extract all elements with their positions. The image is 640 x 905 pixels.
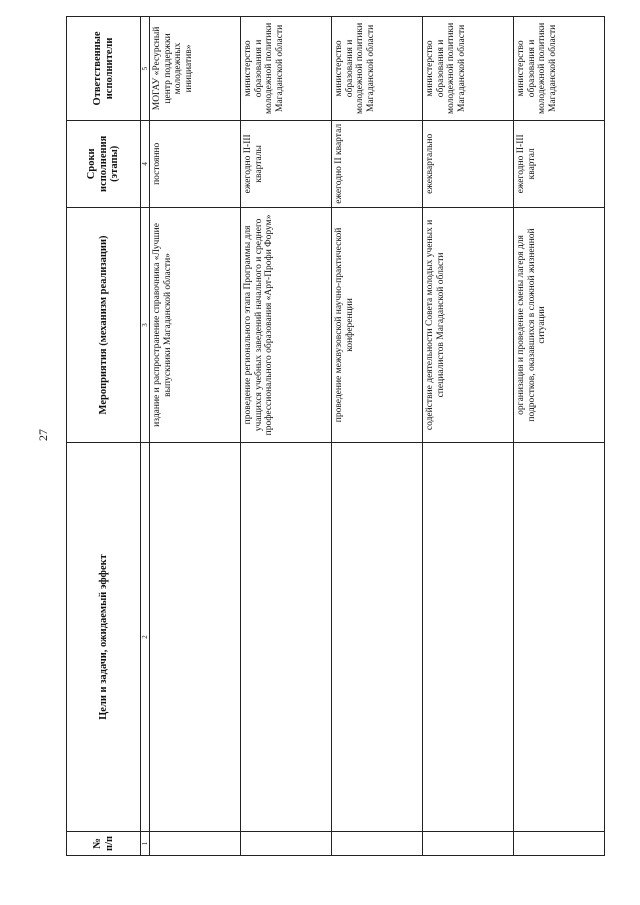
row-num-cell [150, 831, 241, 855]
column-number: 5 [141, 17, 150, 121]
goals-cell [241, 443, 332, 832]
row-num-cell [423, 831, 514, 855]
responsible-cell: министерство образования и молодежной политики Магаданской области [241, 17, 332, 121]
term-cell: ежеквартально [423, 120, 514, 207]
header-goals: Цели и задачи, ожидаемый эффект [67, 443, 141, 832]
column-number: 2 [141, 443, 150, 832]
table-row [514, 17, 605, 856]
table-row [332, 17, 423, 856]
responsible-cell: министерство образования и молодежной политики Магаданской области [514, 17, 605, 121]
term-cell: ежегодно II квартал [332, 120, 423, 207]
header-num: № п/п [67, 831, 141, 855]
measure-cell: проведение регионального этапа Программы для учащихся учебных заведений начального и среднего профессионального образования «Арт-Профи Форум» [241, 207, 332, 442]
header-terms: Сроки исполнения (этапы) [67, 120, 141, 207]
term-cell: ежегодно II-III кварталы [241, 120, 332, 207]
row-num-cell [332, 831, 423, 855]
responsible-cell: министерство образования и молодежной политики Магаданской области [423, 17, 514, 121]
column-number: 4 [141, 120, 150, 207]
row-num-cell [514, 831, 605, 855]
column-number-row [141, 17, 150, 856]
term-cell: постоянно [150, 120, 241, 207]
page-number: 27 [36, 429, 50, 441]
column-number: 1 [141, 831, 150, 855]
action-plan-table-rotated [66, 16, 558, 856]
goals-cell [332, 443, 423, 832]
goals-cell [514, 443, 605, 832]
goals-cell [423, 443, 514, 832]
header-responsible: Ответственные исполнители [67, 17, 141, 121]
measure-cell: организация и проведение смены лагеря для подростков, оказавшихся в сложной жизненной ситуации [514, 207, 605, 442]
action-plan-table [66, 16, 605, 856]
table-row [423, 17, 514, 856]
table-row [150, 17, 241, 856]
measure-cell: проведение межвузовской научно-практической конференции [332, 207, 423, 442]
header-row [67, 17, 141, 856]
row-num-cell [241, 831, 332, 855]
header-measures: Мероприятия (механизм реализации) [67, 207, 141, 442]
measure-cell: содействие деятельности Совета молодых ученых и специалистов Магаданской области [423, 207, 514, 442]
measure-cell: издание и распространение справочника «Лучшие выпускники Магаданской области» [150, 207, 241, 442]
table-row [241, 17, 332, 856]
goals-cell [150, 443, 241, 832]
responsible-cell: МОГАУ «Ресурсный центр поддержки молодежных инициатив» [150, 17, 241, 121]
term-cell: ежегодно II-III квартал [514, 120, 605, 207]
responsible-cell: министерство образования и молодежной политики Магаданской области [332, 17, 423, 121]
column-number: 3 [141, 207, 150, 442]
